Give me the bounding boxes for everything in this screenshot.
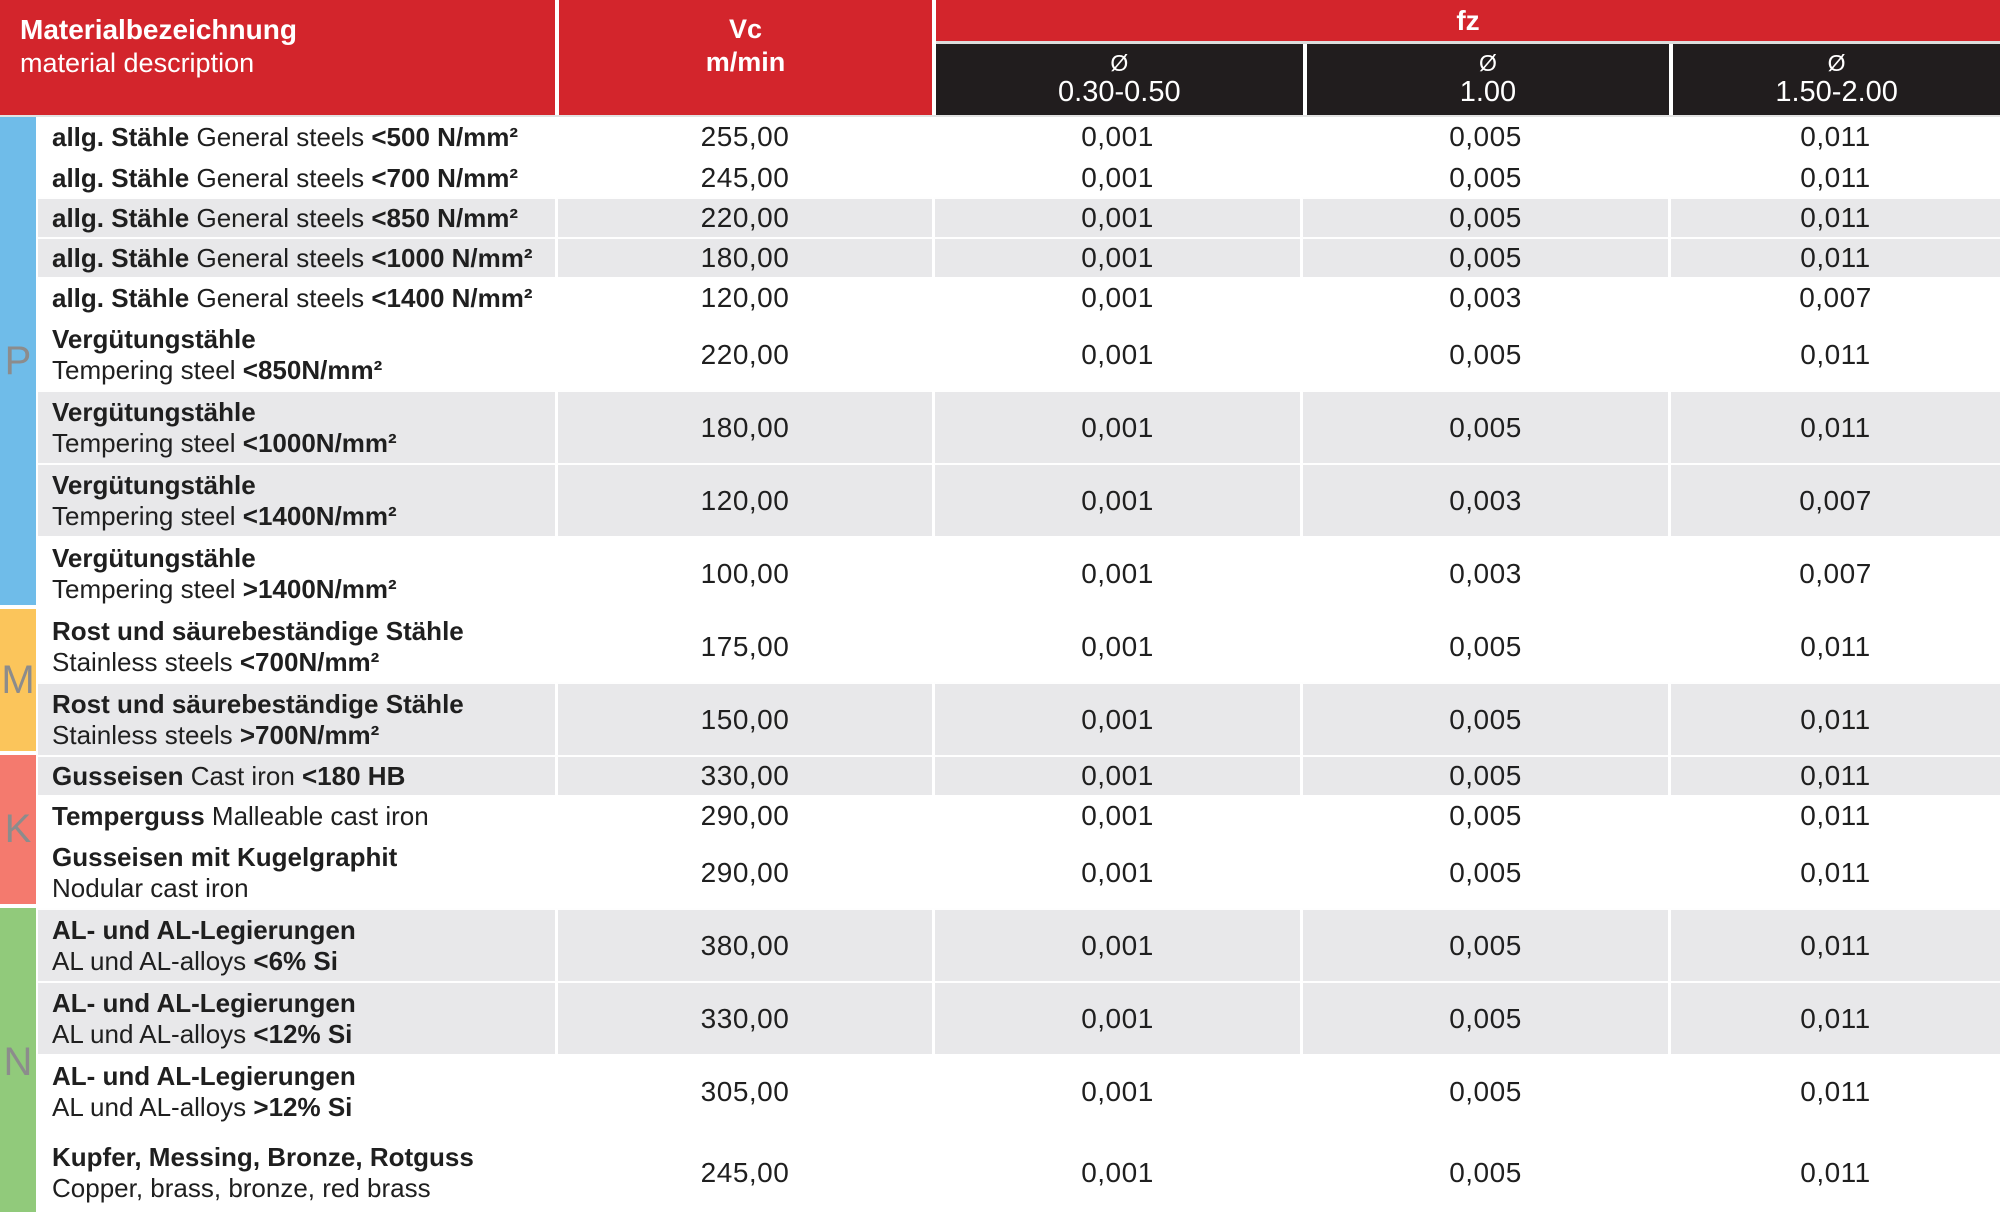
group-label: N [3,1039,33,1084]
material-text-segment: Malleable cast iron [211,800,429,831]
material-text-segment: Temperguss [52,800,212,831]
material-header-title: Materialbezeichnung [20,14,297,45]
fz-diameter-cell-1 [936,44,1303,115]
material-text-segment: AL- und AL-Legierungen [52,914,356,945]
material-cell [38,197,555,237]
vc-value: 175,00 [555,609,932,682]
material-line [52,397,256,428]
material-text-segment: <700N/mm² [239,646,380,677]
material-cell [38,390,555,463]
fz-value: 0,005 [1300,237,1668,277]
material-text-segment: AL und AL-alloys [52,945,254,976]
fz-value: 0,011 [1668,795,2000,835]
diameter-icon: Ø [1827,50,1846,76]
fz-value: 0,005 [1300,317,1668,390]
material-cell [38,317,555,390]
vc-value: 245,00 [555,157,932,197]
fz-value: 0,005 [1300,117,1668,157]
material-cell [38,609,555,682]
fz-value: 0,005 [1300,981,1668,1054]
fz-value: 0,011 [1668,1127,2000,1212]
fz-value: 0,007 [1668,536,2000,609]
material-line [52,574,397,605]
fz-value: 0,001 [932,755,1300,795]
diameter-range: 0.30-0.50 [1058,76,1181,108]
vc-value: 120,00 [555,463,932,536]
fz-value: 0,001 [932,1127,1300,1212]
fz-value: 0,007 [1668,463,2000,536]
fz-value: 0,011 [1668,1054,2000,1127]
vc-header-symbol: Vc [728,14,763,44]
material-line [52,842,397,873]
fz-value: 0,005 [1300,157,1668,197]
fz-value: 0,001 [932,795,1300,835]
material-text-segment: allg. Stähle [52,202,197,233]
fz-value: 0,003 [1300,463,1668,536]
material-line [52,203,518,234]
material-text-segment: <700 N/mm² [371,162,519,193]
material-line [52,647,379,678]
fz-value: 0,005 [1300,1054,1668,1127]
material-line [52,801,429,832]
material-line [52,946,338,977]
material-text-segment: <6% Si [253,945,338,976]
diameter-icon: Ø [1478,50,1497,76]
material-text-segment: >1400N/mm² [242,573,397,604]
material-line [52,501,397,532]
material-cell [38,835,555,908]
vc-value: 150,00 [555,682,932,755]
material-text-segment: <500 N/mm² [371,121,519,152]
material-cell [38,795,555,835]
group-label: K [4,807,32,851]
vc-value: 255,00 [555,117,932,157]
fz-value: 0,011 [1668,981,2000,1054]
material-text-segment: <1400 N/mm² [371,282,533,313]
vc-value: 180,00 [555,390,932,463]
fz-value: 0,001 [932,1054,1300,1127]
material-line [52,1019,352,1050]
fz-value: 0,011 [1668,317,2000,390]
material-text-segment: <1000N/mm² [242,427,397,458]
material-group-band-K [0,755,38,908]
vc-value: 330,00 [555,755,932,795]
material-line [52,324,256,355]
material-text-segment: Vergütungstähle [52,396,256,427]
material-group-band-N [0,908,38,1212]
material-text-segment: <850N/mm² [242,354,383,385]
material-text-segment: <12% Si [253,1018,353,1049]
group-label: M [1,657,35,702]
material-text-segment: Vergütungstähle [52,323,256,354]
material-line [52,355,382,386]
material-group-band-P [0,117,38,609]
fz-value: 0,011 [1668,835,2000,908]
fz-value: 0,001 [932,981,1300,1054]
material-text-segment: Stainless steels [52,646,240,677]
vc-value: 290,00 [555,795,932,835]
material-line [52,428,397,459]
fz-value: 0,011 [1668,157,2000,197]
vc-value: 245,00 [555,1127,932,1212]
material-line [52,988,356,1019]
material-text-segment: General steels [196,162,372,193]
material-text-segment: Kupfer, Messing, Bronze, Rotguss [52,1141,474,1172]
table-body [0,115,2000,1212]
fz-value: 0,001 [932,682,1300,755]
fz-diameter-cell-2 [1303,44,1670,115]
fz-value: 0,011 [1668,682,2000,755]
material-text-segment: AL- und AL-Legierungen [52,987,356,1018]
material-header-subtitle: material description [20,48,255,78]
material-text-segment: AL und AL-alloys [52,1018,254,1049]
material-text-segment: Vergütungstähle [52,469,256,500]
material-line [52,1092,352,1123]
material-line [52,1142,474,1173]
material-line [52,243,533,274]
vc-header-unit: m/min [705,47,786,77]
material-line [52,873,249,904]
material-line [52,689,464,720]
fz-value: 0,005 [1300,755,1668,795]
fz-diameter-cell-3 [1669,44,2000,115]
material-line [52,1061,356,1092]
material-text-segment: >12% Si [253,1091,353,1122]
fz-value: 0,001 [932,117,1300,157]
fz-value: 0,001 [932,463,1300,536]
fz-value: 0,005 [1300,795,1668,835]
fz-value: 0,001 [932,197,1300,237]
material-text-segment: Tempering steel [52,573,243,604]
vc-value: 120,00 [555,277,932,317]
material-text-segment: Tempering steel [52,427,243,458]
fz-value: 0,011 [1668,390,2000,463]
fz-value: 0,005 [1300,682,1668,755]
material-text-segment: allg. Stähle [52,121,197,152]
fz-value: 0,005 [1300,390,1668,463]
fz-value: 0,005 [1300,197,1668,237]
material-group-band-M [0,609,38,755]
material-text-segment: Rost und säurebeständige Stähle [52,615,464,646]
fz-value: 0,011 [1668,609,2000,682]
material-text-segment: Vergütungstähle [52,542,256,573]
vc-value: 290,00 [555,835,932,908]
material-text-segment: Stainless steels [52,719,240,750]
fz-header-label: fz [936,0,2000,41]
material-text-segment: General steels [196,242,372,273]
fz-value: 0,001 [932,277,1300,317]
vc-value: 220,00 [555,197,932,237]
material-text-segment: General steels [196,121,372,152]
material-cell [38,1127,555,1212]
fz-value: 0,001 [932,157,1300,197]
material-text-segment: allg. Stähle [52,242,197,273]
material-text-segment: Gusseisen [52,760,191,791]
material-line [52,122,518,153]
fz-value: 0,003 [1300,277,1668,317]
diameter-range: 1.00 [1459,76,1517,108]
material-text-segment: <850 N/mm² [371,202,519,233]
material-line [52,761,405,792]
material-text-segment: <180 HB [302,760,406,791]
material-cell [38,1054,555,1127]
material-text-segment: Gusseisen mit Kugelgraphit [52,841,398,872]
fz-value: 0,011 [1668,117,2000,157]
material-cell [38,755,555,795]
fz-value: 0,005 [1300,1127,1668,1212]
table-header [0,0,2000,115]
material-text-segment: allg. Stähle [52,162,197,193]
fz-value: 0,011 [1668,908,2000,981]
vc-value: 100,00 [555,536,932,609]
material-text-segment: AL und AL-alloys [52,1091,254,1122]
fz-value: 0,011 [1668,755,2000,795]
fz-value: 0,011 [1668,197,2000,237]
material-text-segment: Cast iron [190,760,302,791]
material-text-segment: Nodular cast iron [52,872,249,903]
material-cell [38,682,555,755]
fz-value: 0,005 [1300,609,1668,682]
vc-value: 330,00 [555,981,932,1054]
material-text-segment: <1000 N/mm² [371,242,533,273]
fz-value: 0,001 [932,317,1300,390]
diameter-icon: Ø [1110,50,1129,76]
material-line [52,470,256,501]
group-label: P [4,338,32,383]
vc-value: 180,00 [555,237,932,277]
fz-value: 0,005 [1300,835,1668,908]
vc-value: 380,00 [555,908,932,981]
fz-value: 0,011 [1668,237,2000,277]
material-line [52,616,464,647]
material-cell [38,157,555,197]
material-cell [38,536,555,609]
fz-value: 0,001 [932,536,1300,609]
material-line [52,163,518,194]
fz-value: 0,001 [932,237,1300,277]
material-text-segment: Tempering steel [52,354,243,385]
fz-value: 0,001 [932,390,1300,463]
material-line [52,283,533,314]
material-text-segment: Rost und säurebeständige Stähle [52,688,464,719]
material-line [52,915,356,946]
material-line [52,543,256,574]
material-cell [38,463,555,536]
material-cell [38,237,555,277]
material-cell [38,908,555,981]
material-cell [38,277,555,317]
vc-header-cell [555,0,932,115]
fz-value: 0,001 [932,835,1300,908]
vc-value: 220,00 [555,317,932,390]
material-text-segment: >700N/mm² [239,719,380,750]
fz-value: 0,003 [1300,536,1668,609]
material-text-segment: Copper, brass, bronze, red brass [52,1172,431,1203]
material-text-segment: General steels [196,282,372,313]
fz-diameter-row [936,41,2000,115]
material-header-cell [0,0,555,115]
material-cell [38,981,555,1054]
diameter-range: 1.50-2.00 [1775,76,1898,108]
material-text-segment: AL- und AL-Legierungen [52,1060,356,1091]
vc-value: 305,00 [555,1054,932,1127]
material-line [52,720,379,751]
fz-header-cell [932,0,2000,115]
fz-value: 0,001 [932,609,1300,682]
material-text-segment: General steels [196,202,372,233]
fz-value: 0,007 [1668,277,2000,317]
fz-value: 0,005 [1300,908,1668,981]
material-text-segment: Tempering steel [52,500,243,531]
material-line [52,1173,431,1204]
fz-value: 0,001 [932,908,1300,981]
material-text-segment: <1400N/mm² [242,500,397,531]
material-text-segment: allg. Stähle [52,282,197,313]
material-cell [38,117,555,157]
